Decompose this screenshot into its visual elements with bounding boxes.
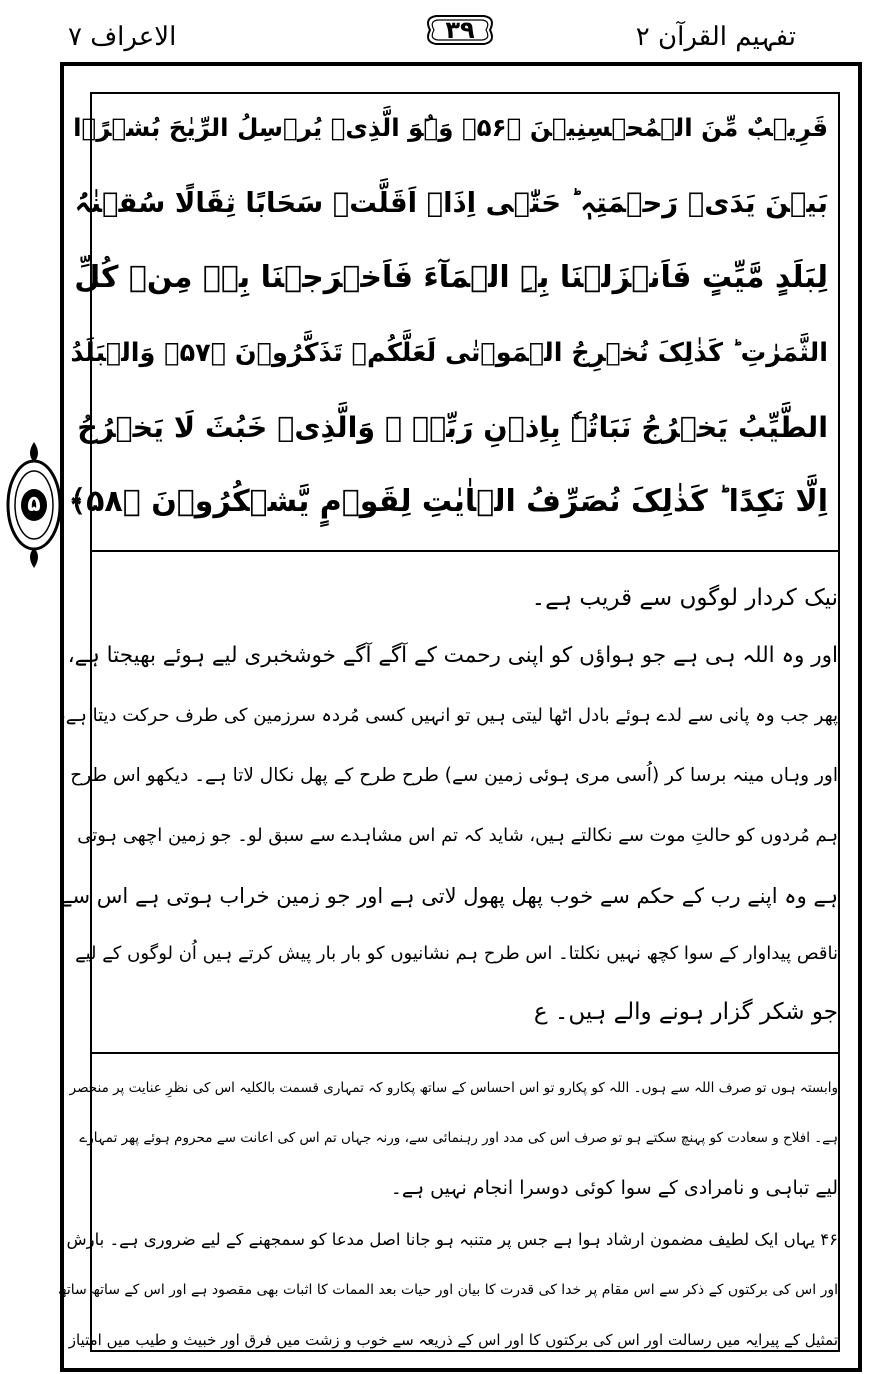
arabic-verse-line: الثَّمَرٰتِ ؕ کَذٰلِکَ نُخۡرِجُ الۡمَوۡتٰی لَعَلَّکُمۡ تَذَکَّرُوۡنَ ﴿۵۷﴾ وَالۡبَلَدُ: [70, 338, 828, 368]
translation-line: نیک کردار لوگوں سے قریب ہے۔: [531, 585, 838, 611]
arabic-verse-line: اِلَّا نَکِدًا ؕ کَذٰلِکَ نُصَرِّفُ الۡاٰیٰتِ لِقَوۡمٍ یَّشۡکُرُوۡنَ ﴿۵۸﴾: [68, 484, 828, 519]
footnote-line: ۴۶ یہاں ایک لطیف مضمون ارشاد ہوا ہے جس پر متنبہ ہو جانا اصل مدعا کو سمجھنے کے لیے ضروری ہے۔ بارش: [66, 1230, 838, 1249]
surah-name-header: الاعراف ۷: [68, 22, 177, 52]
arabic-verse-line: لِبَلَدٍ مَّیِّتٍ فَاَنۡزَلۡنَا بِہِ الۡمَآءَ فَاَخۡرَجۡنَا بِہٖ مِنۡ کُلِّ: [74, 260, 828, 295]
footnote-line: اور اس کی برکتوں کے ذکر سے اس مقام پر خدا کی قدرت کا بیان اور حیات بعد الممات کا اثبات بھی مقصود ہے اور اس کے ساتھ ساتھ: [58, 1282, 838, 1298]
page-number-ornament: [420, 10, 500, 50]
ruku-marker: [4, 440, 64, 570]
translation-line: جو شکر گزار ہونے والے ہیں۔ ع: [533, 999, 838, 1025]
translation-line: ہے وہ اپنے رب کے حکم سے خوب پھل پھول لاتی ہے اور جو زمین خراب ہوتی ہے اس سے: [60, 884, 838, 908]
translation-line: پھر جب وہ پانی سے لدے ہوئے بادل اٹھا لیتی ہیں تو انہیں کسی مُردہ سرزمین کی طرف حرکت دیتا ہے،: [59, 705, 838, 726]
translation-line: اور وہاں مینہ برسا کر (اُسی مری ہوئی زمین سے) طرح طرح کے پھل نکال لاتا ہے۔ دیکھو اس طرح: [70, 765, 838, 786]
page-number: ۳۹: [445, 16, 475, 44]
footnote-line: لیے تباہی و نامرادی کے سوا کوئی دوسرا انجام نہیں ہے۔: [390, 1177, 838, 1199]
book-title-header: تفہیم القرآن ۲: [635, 22, 796, 52]
section-divider: [90, 550, 840, 552]
arabic-verse-line: قَرِیۡبٌ مِّنَ الۡمُحۡسِنِیۡنَ ﴿۵۶﴾ وَہُوَ الَّذِیۡ یُرۡسِلُ الرِّیٰحَ بُشۡرًۢا: [73, 113, 828, 142]
arabic-verse-line: بَیۡنَ یَدَیۡ رَحۡمَتِہٖ ؕ حَتّٰۤی اِذَاۤ اَقَلَّتۡ سَحَابًا ثِقَالًا سُقۡنٰہُ: [74, 187, 828, 219]
translation-line: ہم مُردوں کو حالتِ موت سے نکالتے ہیں، شاید کہ تم اس مشاہدے سے سبق لو۔ جو زمین اچھی ہوتی: [77, 825, 838, 846]
footnote-line: وابستہ ہوں تو صرف اللہ سے ہوں۔ اللہ کو پکارو تو اس احساس کے ساتھ پکارو کہ تمہاری قسمت بالکلیہ اس کی نظرِ عنایت پر منحصر: [69, 1080, 838, 1096]
translation-line: اور وہ اللہ ہی ہے جو ہواؤں کو اپنی رحمت کے آگے آگے خوشخبری لیے ہوئے بھیجتا ہے،: [67, 643, 838, 668]
translation-line: ناقص پیداوار کے سوا کچھ نہیں نکلتا۔ اس طرح ہم نشانیوں کو بار بار پیش کرتے ہیں اُن لوگوں کے لیے: [75, 943, 838, 964]
notes-divider: [90, 1052, 840, 1054]
footnote-line: تمثیل کے پیرایہ میں رسالت اور اس کی برکتوں کا اور اس کے ذریعہ سے خوب و زشت میں فرق اور خبیث و طیب میں امتیاز: [68, 1331, 838, 1349]
arabic-verse-line: الطَّیِّبُ یَخۡرُجُ نَبَاتُہٗ بِاِذۡنِ رَبِّہٖ ۚ وَالَّذِیۡ خَبُثَ لَا یَخۡرُجُ: [77, 411, 828, 444]
ruku-number: ۵: [27, 492, 41, 517]
footnote-line: ہے۔ افلاح و سعادت کو پہنچ سکتے ہو تو صرف اس کی مدد اور رہنمائی سے، ورنہ جہاں تم اس کی اعانت سے محروم ہوئے پھر تمہارے: [79, 1130, 838, 1146]
